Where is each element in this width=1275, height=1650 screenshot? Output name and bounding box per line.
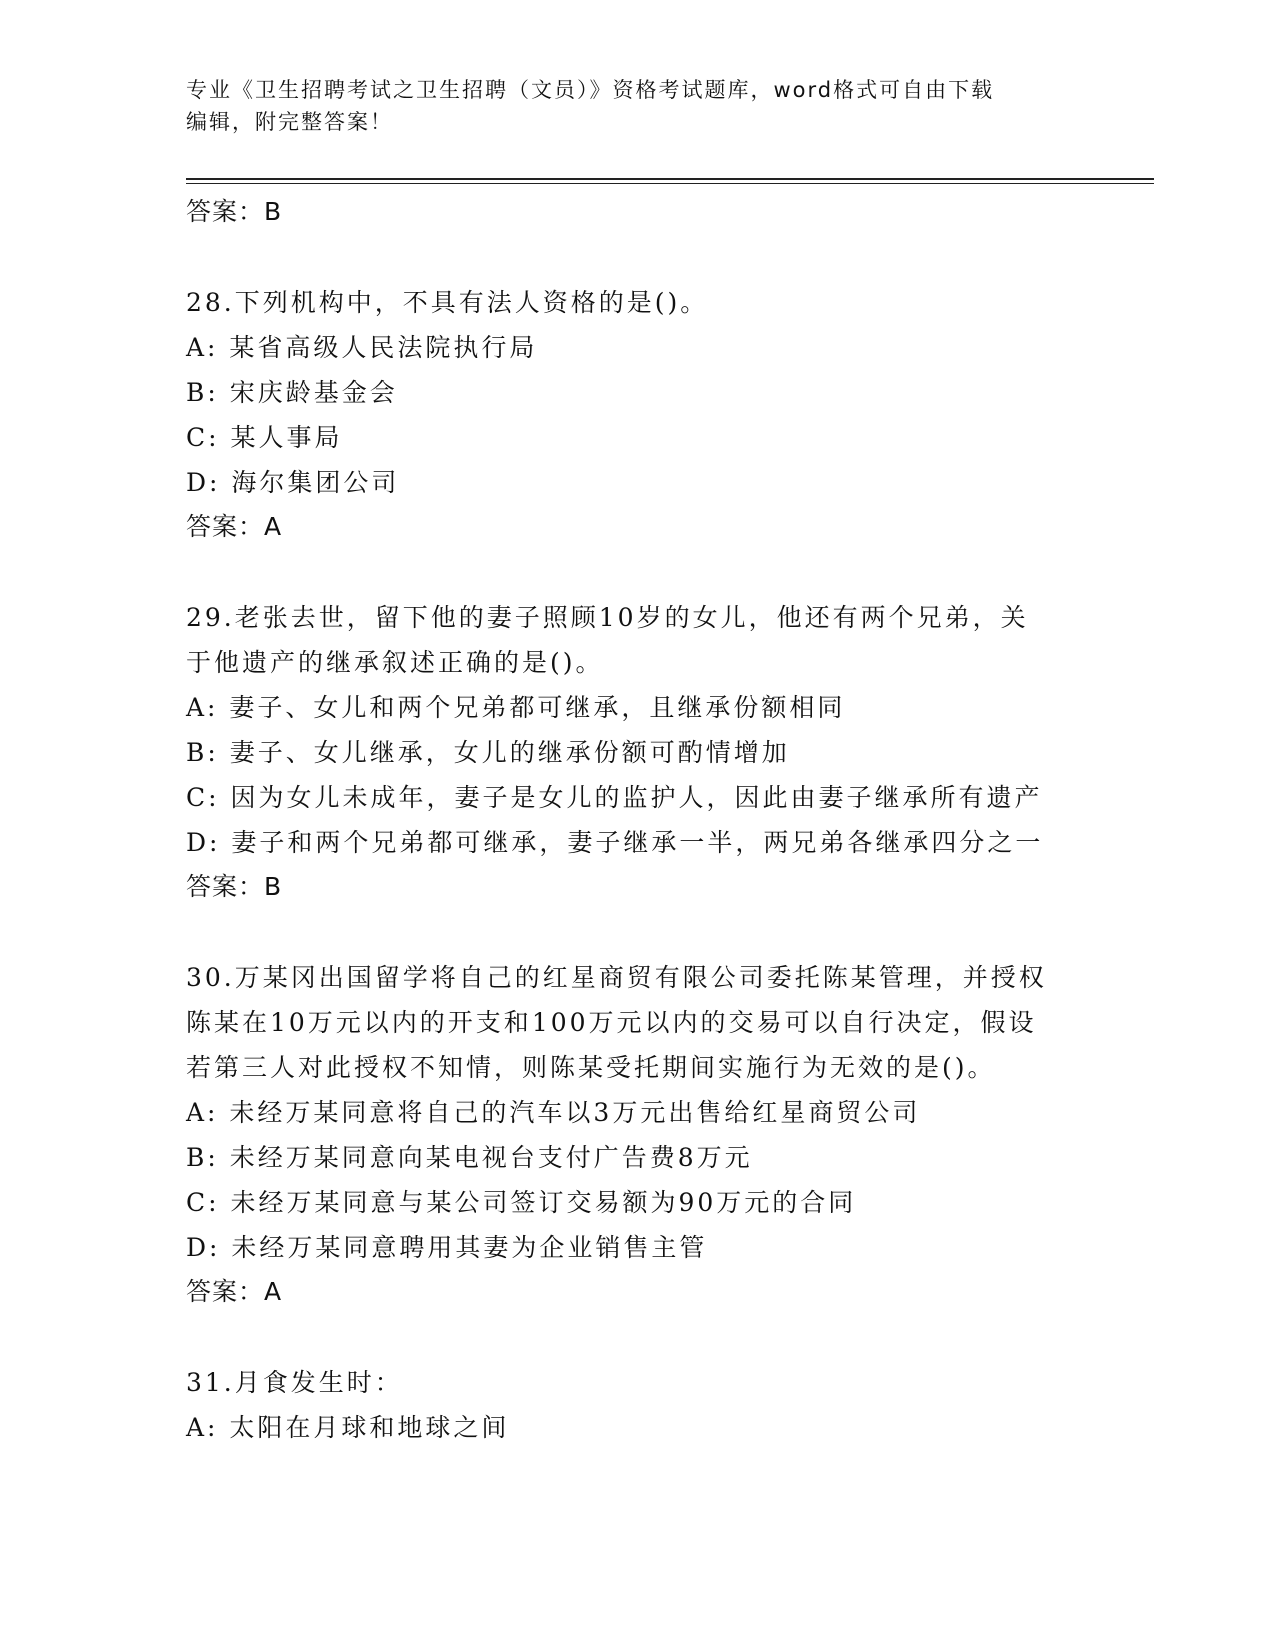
option-d: D: 海尔集团公司 (186, 468, 400, 497)
question-stem: 陈某在10万元以内的开支和100万元以内的交易可以自行决定，假设 (186, 1008, 1037, 1037)
answer-line: 答案：B (186, 197, 283, 226)
option-b: B: 未经万某同意向某电视台支付广告费8万元 (186, 1143, 753, 1172)
question-stem: 29.老张去世，留下他的妻子照顾10岁的女儿，他还有两个兄弟，关 (186, 603, 1029, 632)
document-header (186, 74, 1086, 138)
question-stem: 于他遗产的继承叙述正确的是()。 (186, 648, 604, 677)
option-c: C: 因为女儿未成年，妻子是女儿的监护人，因此由妻子继承所有遗产 (186, 783, 1043, 812)
option-a: A: 未经万某同意将自己的汽车以3万元出售给红星商贸公司 (186, 1098, 921, 1127)
question-list (186, 190, 1086, 1450)
option-b: B: 宋庆龄基金会 (186, 378, 398, 407)
header-line-2: 编辑，附完整答案！ (186, 110, 393, 134)
option-b: B: 妻子、女儿继承，女儿的继承份额可酌情增加 (186, 738, 790, 767)
question-stem: 31.月食发生时： (186, 1368, 403, 1397)
answer-line: 答案：B (186, 872, 283, 901)
question-stem: 30.万某冈出国留学将自己的红星商贸有限公司委托陈某管理，并授权 (186, 963, 1047, 992)
option-a: A: 太阳在月球和地球之间 (186, 1413, 510, 1442)
question-28 (186, 280, 1086, 549)
question-stem: 若第三人对此授权不知情，则陈某受托期间实施行为无效的是()。 (186, 1053, 996, 1082)
option-d: D: 妻子和两个兄弟都可继承，妻子继承一半，两兄弟各继承四分之一 (186, 828, 1044, 857)
option-a: A: 妻子、女儿和两个兄弟都可继承，且继承份额相同 (186, 693, 846, 722)
question-stem: 28.下列机构中，不具有法人资格的是()。 (186, 288, 709, 317)
question-30 (186, 955, 1086, 1314)
option-c: C: 某人事局 (186, 423, 343, 452)
question-29 (186, 595, 1086, 909)
option-a: A: 某省高级人民法院执行局 (186, 333, 538, 362)
answer-line: 答案：A (186, 1277, 283, 1306)
header-divider-thin (186, 183, 1154, 184)
header-line-1: 专业《卫生招聘考试之卫生招聘（文员）》资格考试题库，word格式可自由下载 (186, 78, 995, 102)
option-d: D: 未经万某同意聘用其妻为企业销售主管 (186, 1233, 708, 1262)
option-c: C: 未经万某同意与某公司签订交易额为90万元的合同 (186, 1188, 857, 1217)
answer-line: 答案：A (186, 512, 283, 541)
question-31 (186, 1360, 1086, 1450)
header-divider-thick (186, 178, 1154, 180)
